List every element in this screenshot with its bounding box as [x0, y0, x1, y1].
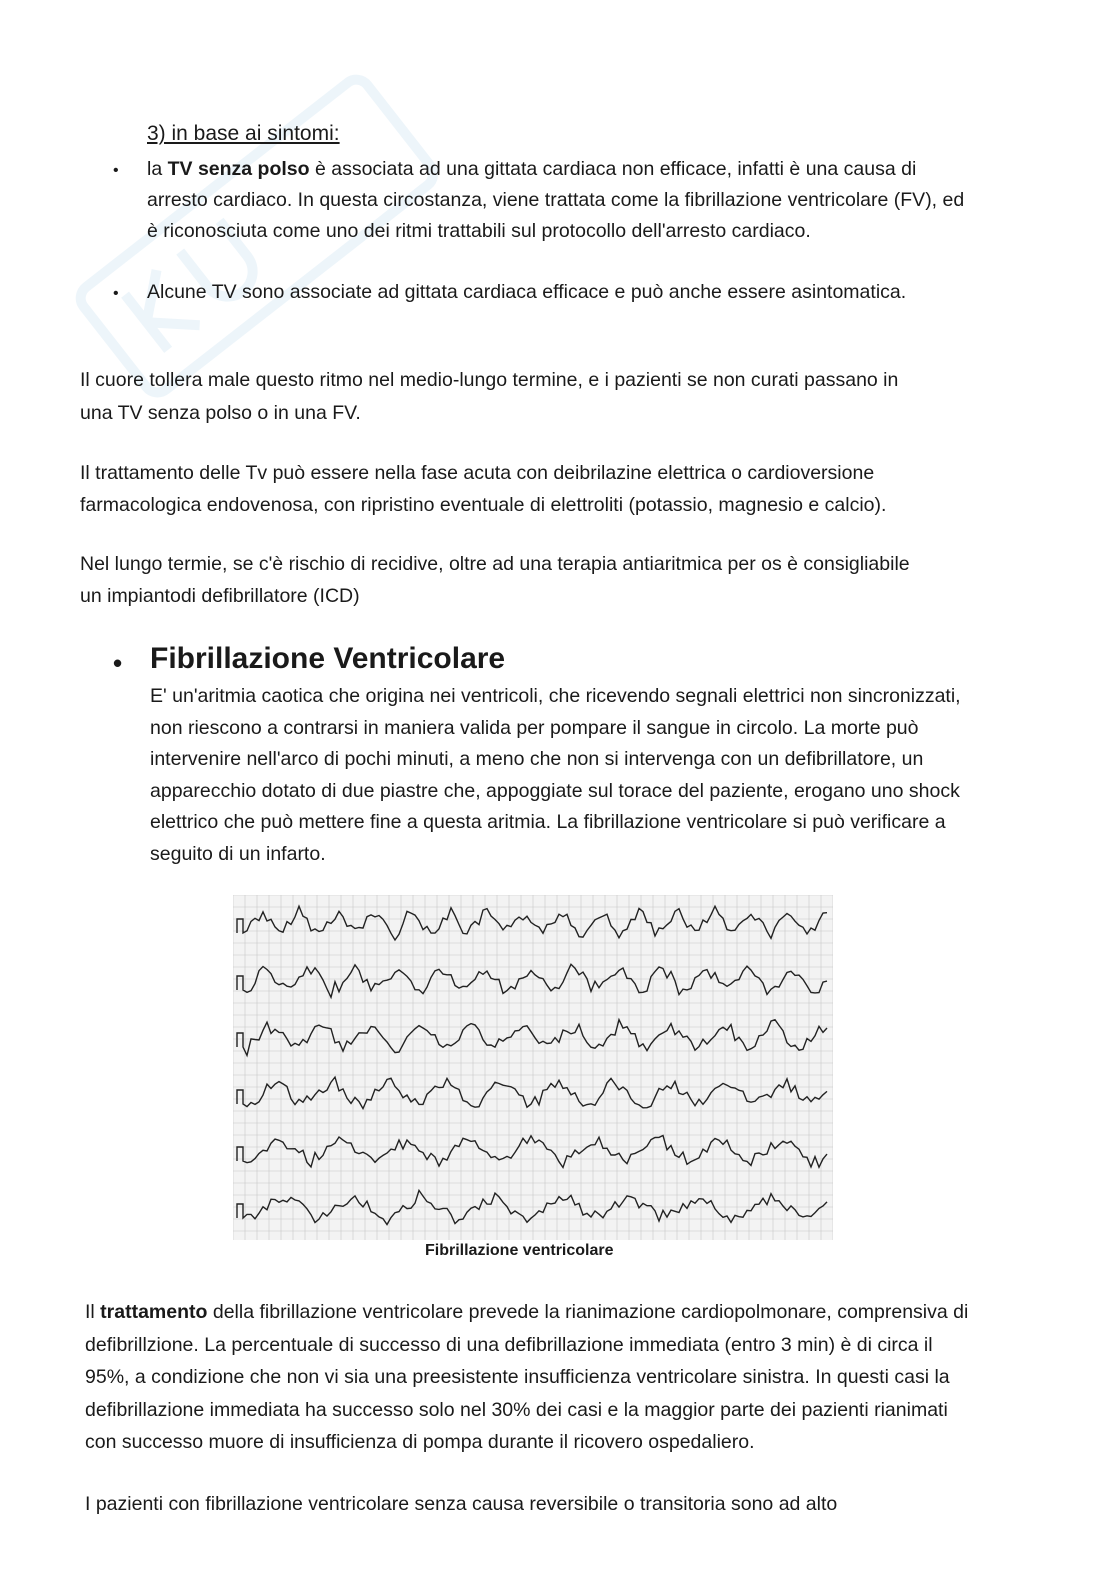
ecg-strip-image: [233, 895, 833, 1240]
symptom-bullet-1: [147, 154, 977, 247]
fv-heading: Fibrillazione Ventricolare: [150, 642, 506, 675]
bullet-text: la: [147, 158, 168, 180]
bullet-marker: •: [113, 648, 123, 678]
bullet-bold-text: TV senza polso: [167, 158, 310, 180]
bullet-marker: •: [113, 285, 119, 302]
symptom-bullet-2: [147, 278, 917, 306]
fv-description: E' un'aritmia caotica che origina nei ventricoli, che ricevendo segnali elettrici non sincronizzati, non riescono a contrarsi in maniera valida per pompare il sangue in circolo. La morte può intervenire nell'arco di pochi minuti, a meno che non si intervenga con un defibrillatore, un apparecchio dotato di due piastre che, appoggiate sul torace del paziente, erogano uno shock elettrico che può mettere fine a questa aritmia. La fibrillazione ventricolare si può verificare a seguito di un infarto.: [150, 685, 961, 865]
treatment-bold-text: trattamento: [100, 1301, 208, 1323]
bullet-text: Alcune TV sono associate ad gittata cardiaca efficace e può anche essere asintomatica.: [147, 281, 907, 303]
paragraph-treatment-long-term: Nel lungo termie, se c'è rischio di recidive, oltre ad una terapia antiaritmica per os è consigliabile un impiantodi defibrillatore (ICD): [80, 553, 910, 607]
last-line: I pazienti con fibrillazione ventricolare senza causa reversibile o transitoria sono ad alto: [85, 1493, 838, 1515]
paragraph-heart: Il cuore tollera male questo ritmo nel medio-lungo termine, e i pazienti se non curati passano in una TV senza polso o in una FV.: [80, 369, 899, 424]
bullet-marker: •: [113, 162, 119, 179]
paragraph-treatment-acute: Il trattamento delle Tv può essere nella fase acuta con deibrilazine elettrica o cardioversione farmacologica endovenosa, con ripristino eventuale di elettroliti (potassio, magnesio e calcio).: [80, 462, 887, 516]
bullet-text: è associata ad una gittata cardiaca non efficace, infatti è una causa di arresto cardiaco. In questa circostanza, viene trattata come la fibrillazione ventricolare (FV), ed è riconosciuta come uno dei ritmi trattabili sul protocollo dell'arresto cardiaco.: [147, 158, 965, 242]
section-heading-symptoms: 3) in base ai sintomi:: [147, 122, 340, 145]
figure-caption: Fibrillazione ventricolare: [425, 1242, 614, 1259]
treatment-text: Il: [85, 1301, 101, 1323]
treatment-text: della fibrillazione ventricolare prevede la rianimazione cardiopolmonare, comprensiva di defibrillzione. La percentuale di successo di una defibrillazione immediata (entro 3 min) è di circa il 95%, a condizione che non vi sia una preesistente insufficienza ventricolare sinistra. In questi casi la defibrillazione immediata ha successo solo nel 30% dei casi e la maggior parte dei pazienti rianimati con successo muore di insufficienza di pompa durante il ricovero ospedaliero.: [85, 1301, 969, 1453]
fv-treatment: [85, 1296, 975, 1459]
